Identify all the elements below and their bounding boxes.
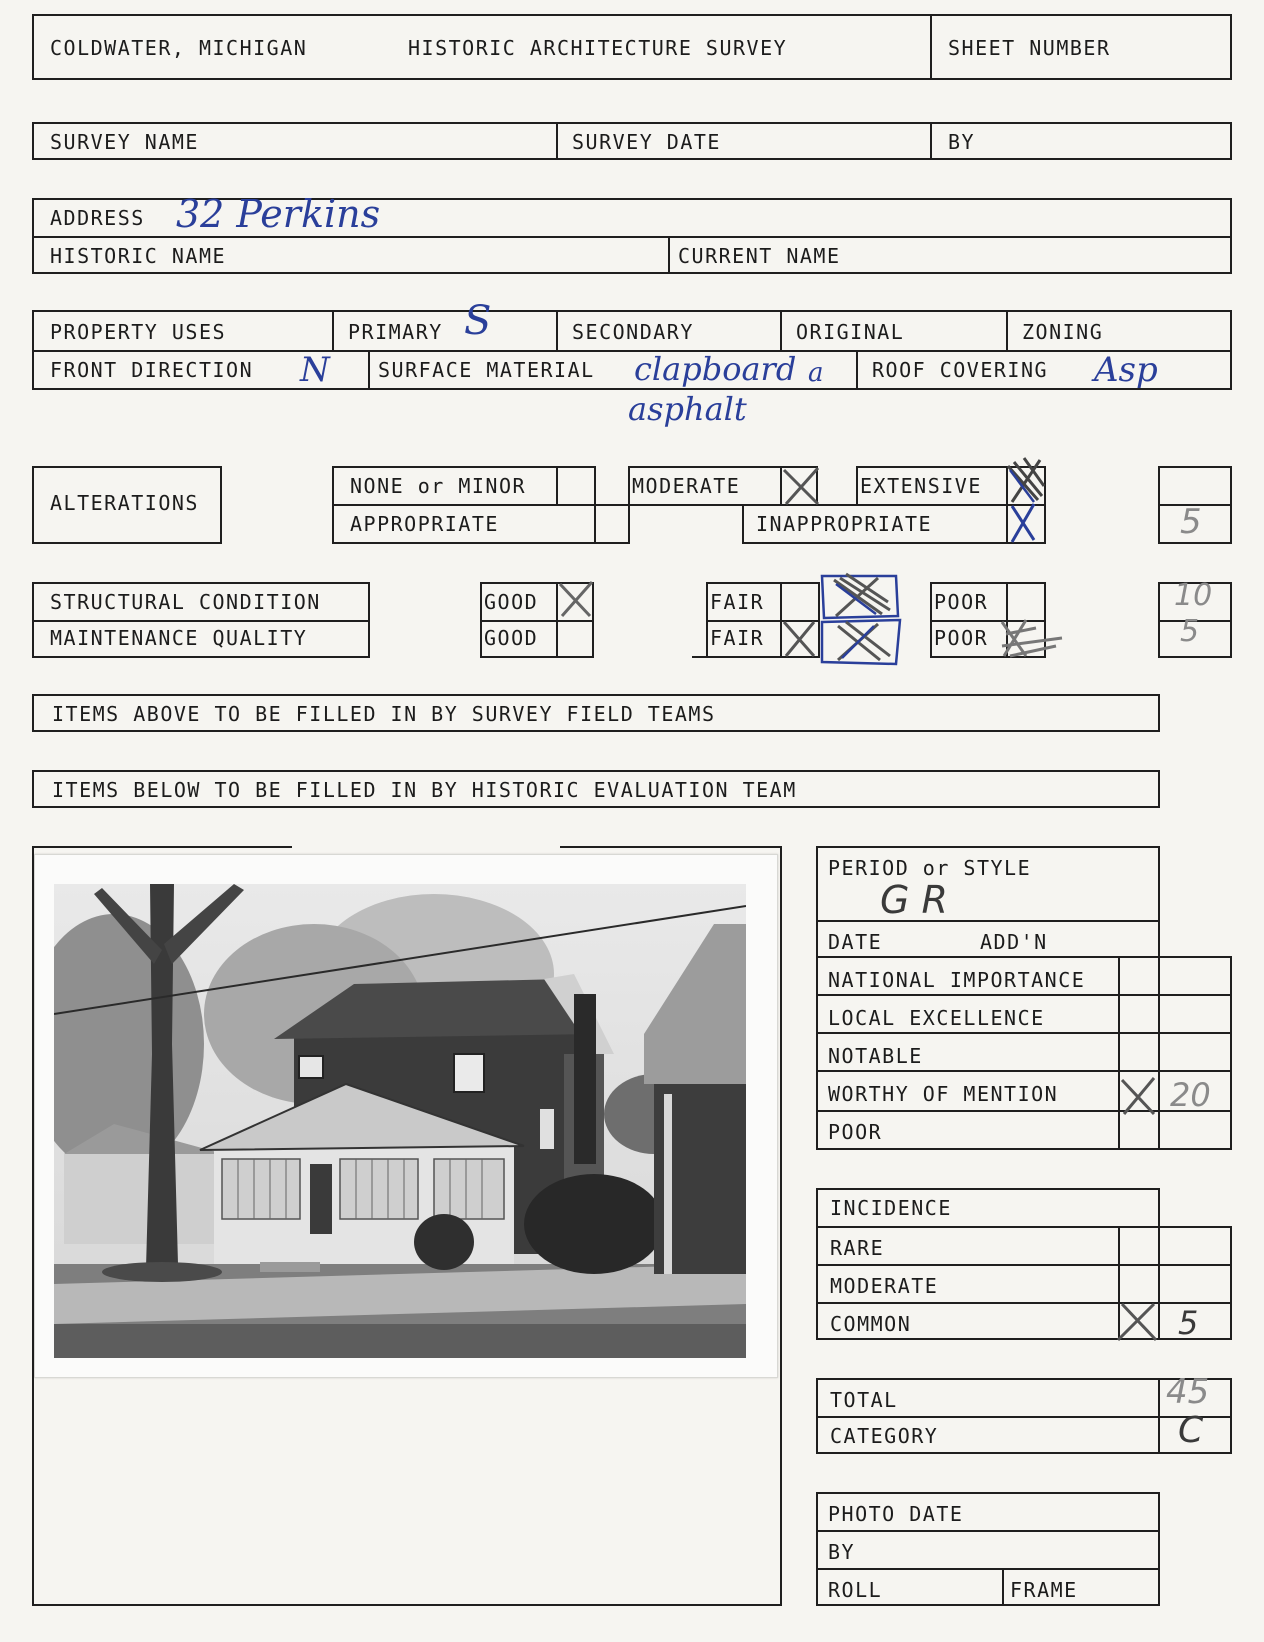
structural-score: 10 xyxy=(1174,578,1213,613)
incidence-rare: RARE xyxy=(830,1236,885,1260)
structural-fair-label: FAIR xyxy=(710,590,765,614)
roll-label: ROLL xyxy=(828,1578,883,1602)
note-below: ITEMS BELOW TO BE FILLED IN BY HISTORIC EVALUATION TEAM xyxy=(52,778,797,802)
front-direction-value: N xyxy=(300,350,330,390)
appropriate-label: APPROPRIATE xyxy=(350,512,499,536)
note-above: ITEMS ABOVE TO BE FILLED IN BY SURVEY FIELD TEAMS xyxy=(52,702,716,726)
photo-by-label: BY xyxy=(828,1540,856,1564)
check-mark-icon xyxy=(1118,1074,1160,1118)
incidence-common: COMMON xyxy=(830,1312,912,1336)
period-style-label: PERIOD or STYLE xyxy=(828,856,1032,880)
survey-date-label: SURVEY DATE xyxy=(572,130,721,154)
structural-good-label: GOOD xyxy=(484,590,539,614)
house-photo xyxy=(54,884,746,1358)
historic-name-label: HISTORIC NAME xyxy=(50,244,227,268)
worthy-score: 20 xyxy=(1170,1076,1211,1114)
addn-label: ADD'N xyxy=(980,930,1048,954)
date-label: DATE xyxy=(828,930,883,954)
surface-material-label: SURFACE MATERIAL xyxy=(378,358,595,382)
address-label: ADDRESS xyxy=(50,206,145,230)
check-mark-icon xyxy=(996,616,1066,662)
photo-date-label: PHOTO DATE xyxy=(828,1502,964,1526)
surface-material-value-line2: asphalt xyxy=(628,390,747,428)
check-mark-icon xyxy=(1114,1300,1160,1344)
original-label: ORIGINAL xyxy=(796,320,905,344)
category-value: C xyxy=(1178,1410,1204,1451)
roof-covering-value: Asp xyxy=(1094,350,1158,390)
city-label: COLDWATER, MICHIGAN xyxy=(50,36,308,60)
address-value: 32 Perkins xyxy=(176,192,381,236)
period-style-value: G R xyxy=(880,878,948,922)
survey-name-label: SURVEY NAME xyxy=(50,130,199,154)
check-mark-icon xyxy=(780,618,820,660)
maintenance-quality-label: MAINTENANCE QUALITY xyxy=(50,626,308,650)
structural-condition-label: STRUCTURAL CONDITION xyxy=(50,590,321,614)
surface-material-value-suffix: a xyxy=(808,358,824,388)
sheet-number-label: SHEET NUMBER xyxy=(948,36,1111,60)
eval-row-worthy: WORTHY OF MENTION xyxy=(828,1082,1059,1106)
surface-material-value: clapboard xyxy=(634,350,797,388)
category-label: CATEGORY xyxy=(830,1424,939,1448)
eval-row-poor: POOR xyxy=(828,1120,883,1144)
alt-moderate-label: MODERATE xyxy=(632,474,741,498)
roof-covering-label: ROOF COVERING xyxy=(872,358,1049,382)
eval-row-national: NATIONAL IMPORTANCE xyxy=(828,968,1086,992)
check-mark-icon xyxy=(780,464,824,508)
front-direction-label: FRONT DIRECTION xyxy=(50,358,254,382)
primary-label: PRIMARY xyxy=(348,320,443,344)
eval-row-notable: NOTABLE xyxy=(828,1044,923,1068)
check-mark-icon xyxy=(556,580,596,620)
alterations-score: 5 xyxy=(1180,502,1202,542)
property-uses-label: PROPERTY USES xyxy=(50,320,227,344)
alterations-label: ALTERATIONS xyxy=(50,491,199,515)
frame-label: FRAME xyxy=(1010,1578,1078,1602)
form-title: HISTORIC ARCHITECTURE SURVEY xyxy=(408,36,788,60)
structural-poor-label: POOR xyxy=(934,590,989,614)
maintenance-score: 5 xyxy=(1180,614,1200,649)
check-mark-icon xyxy=(1004,500,1044,544)
check-mark-icon xyxy=(816,572,906,668)
current-name-label: CURRENT NAME xyxy=(678,244,841,268)
secondary-label: SECONDARY xyxy=(572,320,694,344)
zoning-label: ZONING xyxy=(1022,320,1104,344)
primary-value: S xyxy=(464,298,492,344)
maintenance-good-label: GOOD xyxy=(484,626,539,650)
inappropriate-label: INAPPROPRIATE xyxy=(756,512,933,536)
maintenance-fair-label: FAIR xyxy=(710,626,765,650)
none-minor-label: NONE or MINOR xyxy=(350,474,527,498)
eval-row-local: LOCAL EXCELLENCE xyxy=(828,1006,1045,1030)
incidence-label: INCIDENCE xyxy=(830,1196,952,1220)
survey-by-label: BY xyxy=(948,130,976,154)
extensive-label: EXTENSIVE xyxy=(860,474,982,498)
total-label: TOTAL xyxy=(830,1388,898,1412)
common-score: 5 xyxy=(1178,1304,1199,1342)
incidence-moderate: MODERATE xyxy=(830,1274,939,1298)
maintenance-poor-label: POOR xyxy=(934,626,989,650)
total-value: 45 xyxy=(1166,1372,1210,1412)
